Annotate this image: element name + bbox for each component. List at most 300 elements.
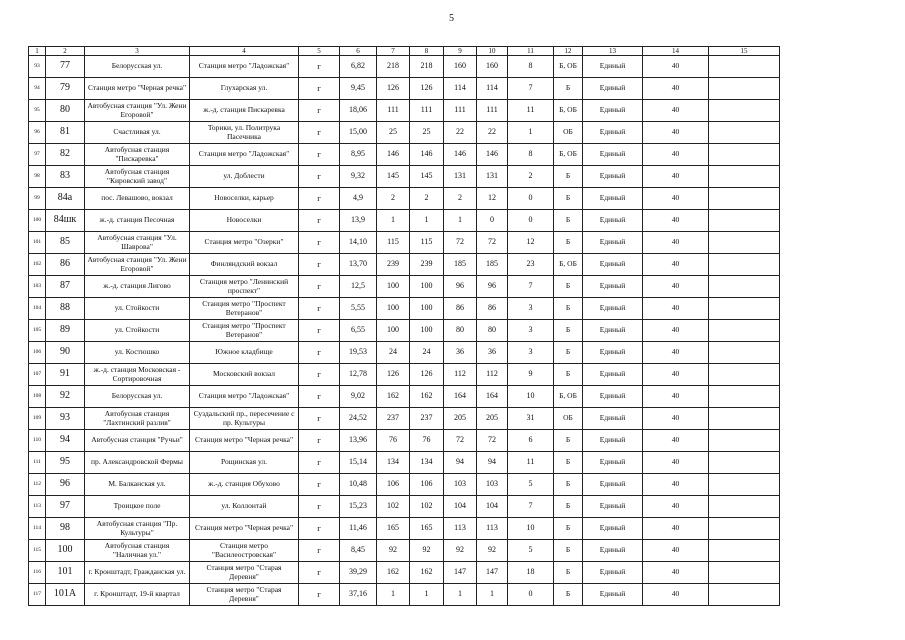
speed-limit-cell: 40 — [643, 496, 709, 518]
vehicle-class-cell: Б — [554, 166, 583, 188]
end-point-cell: ул. Доблести — [190, 166, 299, 188]
vehicle-class-cell: Б — [554, 78, 583, 100]
speed-limit-cell: 40 — [643, 232, 709, 254]
vehicle-class-cell: ОБ — [554, 408, 583, 430]
table-row — [29, 78, 780, 100]
table-row — [29, 342, 780, 364]
route-type-cell: г — [299, 386, 340, 408]
row-index-cell: 115 — [29, 540, 46, 562]
route-length-cell: 9,45 — [340, 78, 377, 100]
notes-cell — [709, 298, 780, 320]
notes-cell — [709, 364, 780, 386]
vehicle-class-cell: Б — [554, 320, 583, 342]
count-e-cell: 23 — [508, 254, 554, 276]
row-index-cell: 106 — [29, 342, 46, 364]
tariff-cell: Единый — [583, 122, 643, 144]
notes-cell — [709, 100, 780, 122]
count-b-cell: 25 — [410, 122, 444, 144]
count-d-cell: 96 — [477, 276, 508, 298]
row-index-cell: 114 — [29, 518, 46, 540]
route-length-cell: 14,10 — [340, 232, 377, 254]
count-a-cell: 145 — [377, 166, 410, 188]
tariff-cell: Единый — [583, 562, 643, 584]
notes-cell — [709, 430, 780, 452]
speed-limit-cell: 40 — [643, 386, 709, 408]
header-cell: 7 — [377, 47, 410, 56]
tariff-cell: Единый — [583, 386, 643, 408]
notes-cell — [709, 78, 780, 100]
end-point-cell: Станция метро "Проспект Ветеранов" — [190, 298, 299, 320]
count-a-cell: 25 — [377, 122, 410, 144]
row-index-cell: 108 — [29, 386, 46, 408]
tariff-cell: Единый — [583, 188, 643, 210]
count-e-cell: 1 — [508, 122, 554, 144]
end-point-cell: Новоселки — [190, 210, 299, 232]
count-b-cell: 100 — [410, 276, 444, 298]
count-a-cell: 100 — [377, 276, 410, 298]
start-point-cell: ул. Стойкости — [85, 320, 190, 342]
row-index-cell: 113 — [29, 496, 46, 518]
count-a-cell: 162 — [377, 386, 410, 408]
header-cell: 1 — [29, 47, 46, 56]
vehicle-class-cell: Б — [554, 298, 583, 320]
count-a-cell: 237 — [377, 408, 410, 430]
vehicle-class-cell: ОБ — [554, 122, 583, 144]
speed-limit-cell: 40 — [643, 562, 709, 584]
route-length-cell: 8,45 — [340, 540, 377, 562]
vehicle-class-cell: Б — [554, 496, 583, 518]
count-d-cell: 80 — [477, 320, 508, 342]
vehicle-class-cell: Б — [554, 430, 583, 452]
start-point-cell: Белорусская ул. — [85, 386, 190, 408]
count-b-cell: 1 — [410, 210, 444, 232]
count-c-cell: 1 — [444, 210, 477, 232]
count-e-cell: 18 — [508, 562, 554, 584]
vehicle-class-cell: Б — [554, 364, 583, 386]
table-body — [29, 47, 780, 606]
route-length-cell: 4,9 — [340, 188, 377, 210]
end-point-cell: Глухарская ул. — [190, 78, 299, 100]
tariff-cell: Единый — [583, 408, 643, 430]
count-b-cell: 237 — [410, 408, 444, 430]
count-c-cell: 185 — [444, 254, 477, 276]
route-type-cell: г — [299, 276, 340, 298]
count-e-cell: 0 — [508, 188, 554, 210]
count-c-cell: 2 — [444, 188, 477, 210]
route-type-cell: г — [299, 100, 340, 122]
header-cell: 6 — [340, 47, 377, 56]
count-c-cell: 205 — [444, 408, 477, 430]
count-a-cell: 100 — [377, 298, 410, 320]
end-point-cell: ж.-д. станция Пискаревка — [190, 100, 299, 122]
route-number-cell: 87 — [46, 276, 85, 298]
count-e-cell: 0 — [508, 210, 554, 232]
vehicle-class-cell: Б — [554, 232, 583, 254]
route-length-cell: 12,5 — [340, 276, 377, 298]
route-type-cell: г — [299, 474, 340, 496]
count-c-cell: 103 — [444, 474, 477, 496]
end-point-cell: Новоселки, карьер — [190, 188, 299, 210]
route-length-cell: 24,52 — [340, 408, 377, 430]
count-b-cell: 2 — [410, 188, 444, 210]
table-row — [29, 386, 780, 408]
speed-limit-cell: 40 — [643, 276, 709, 298]
end-point-cell: Станция метро "Озерки" — [190, 232, 299, 254]
count-c-cell: 146 — [444, 144, 477, 166]
tariff-cell: Единый — [583, 342, 643, 364]
table-row — [29, 166, 780, 188]
end-point-cell: Московский вокзал — [190, 364, 299, 386]
count-a-cell: 76 — [377, 430, 410, 452]
count-a-cell: 24 — [377, 342, 410, 364]
count-b-cell: 134 — [410, 452, 444, 474]
count-c-cell: 94 — [444, 452, 477, 474]
count-e-cell: 11 — [508, 100, 554, 122]
count-e-cell: 8 — [508, 144, 554, 166]
route-type-cell: г — [299, 408, 340, 430]
table-row — [29, 320, 780, 342]
count-b-cell: 146 — [410, 144, 444, 166]
route-type-cell: г — [299, 342, 340, 364]
route-type-cell: г — [299, 540, 340, 562]
table-row — [29, 276, 780, 298]
table-row — [29, 364, 780, 386]
speed-limit-cell: 40 — [643, 584, 709, 606]
vehicle-class-cell: Б — [554, 584, 583, 606]
vehicle-class-cell: Б, ОБ — [554, 100, 583, 122]
tariff-cell: Единый — [583, 430, 643, 452]
route-length-cell: 13,70 — [340, 254, 377, 276]
table-row — [29, 144, 780, 166]
end-point-cell: Суздальский пр., пересечение с пр. Культуры — [190, 408, 299, 430]
tariff-cell: Единый — [583, 232, 643, 254]
row-index-cell: 101 — [29, 232, 46, 254]
route-type-cell: г — [299, 144, 340, 166]
count-e-cell: 3 — [508, 342, 554, 364]
end-point-cell: ж.-д. станция Обухово — [190, 474, 299, 496]
route-number-cell: 97 — [46, 496, 85, 518]
row-index-cell: 98 — [29, 166, 46, 188]
header-cell: 11 — [508, 47, 554, 56]
route-number-cell: 84а — [46, 188, 85, 210]
header-cell: 9 — [444, 47, 477, 56]
start-point-cell: ж.-д. станция Лигово — [85, 276, 190, 298]
route-number-cell: 93 — [46, 408, 85, 430]
count-b-cell: 165 — [410, 518, 444, 540]
count-b-cell: 76 — [410, 430, 444, 452]
route-length-cell: 9,02 — [340, 386, 377, 408]
route-number-cell: 86 — [46, 254, 85, 276]
header-cell: 12 — [554, 47, 583, 56]
route-number-cell: 91 — [46, 364, 85, 386]
table-row — [29, 540, 780, 562]
route-number-cell: 101 — [46, 562, 85, 584]
speed-limit-cell: 40 — [643, 78, 709, 100]
row-index-cell: 105 — [29, 320, 46, 342]
end-point-cell: Станция метро "Старая Деревня" — [190, 562, 299, 584]
table-row — [29, 430, 780, 452]
start-point-cell: Троицкое поле — [85, 496, 190, 518]
end-point-cell: Торики, ул. Политрука Пасечника — [190, 122, 299, 144]
start-point-cell: Автобусная станция "Ул. Жени Егоровой" — [85, 254, 190, 276]
count-d-cell: 185 — [477, 254, 508, 276]
count-a-cell: 218 — [377, 56, 410, 78]
count-c-cell: 72 — [444, 232, 477, 254]
start-point-cell: Автобусная станция "Пр. Культуры" — [85, 518, 190, 540]
notes-cell — [709, 452, 780, 474]
end-point-cell: Станция метро "Ладожская" — [190, 144, 299, 166]
start-point-cell: Автобусная станция "Ул. Шаврова" — [85, 232, 190, 254]
vehicle-class-cell: Б — [554, 518, 583, 540]
start-point-cell: пр. Александровской Фермы — [85, 452, 190, 474]
count-b-cell: 24 — [410, 342, 444, 364]
row-index-cell: 96 — [29, 122, 46, 144]
speed-limit-cell: 40 — [643, 166, 709, 188]
count-b-cell: 162 — [410, 386, 444, 408]
row-index-cell: 97 — [29, 144, 46, 166]
row-index-cell: 94 — [29, 78, 46, 100]
end-point-cell: Станция метро "Старая Деревня" — [190, 584, 299, 606]
speed-limit-cell: 40 — [643, 188, 709, 210]
column-number-header — [29, 47, 780, 56]
speed-limit-cell: 40 — [643, 56, 709, 78]
vehicle-class-cell: Б — [554, 188, 583, 210]
vehicle-class-cell: Б — [554, 210, 583, 232]
tariff-cell: Единый — [583, 144, 643, 166]
route-number-cell: 84шк — [46, 210, 85, 232]
route-length-cell: 15,00 — [340, 122, 377, 144]
route-number-cell: 81 — [46, 122, 85, 144]
route-number-cell: 95 — [46, 452, 85, 474]
count-b-cell: 100 — [410, 320, 444, 342]
vehicle-class-cell: Б — [554, 276, 583, 298]
count-a-cell: 102 — [377, 496, 410, 518]
count-b-cell: 162 — [410, 562, 444, 584]
row-index-cell: 116 — [29, 562, 46, 584]
count-c-cell: 164 — [444, 386, 477, 408]
count-b-cell: 111 — [410, 100, 444, 122]
count-d-cell: 104 — [477, 496, 508, 518]
table-row — [29, 474, 780, 496]
count-e-cell: 7 — [508, 78, 554, 100]
count-b-cell: 92 — [410, 540, 444, 562]
route-type-cell: г — [299, 320, 340, 342]
route-type-cell: г — [299, 78, 340, 100]
route-length-cell: 12,78 — [340, 364, 377, 386]
count-d-cell: 36 — [477, 342, 508, 364]
count-e-cell: 12 — [508, 232, 554, 254]
count-b-cell: 126 — [410, 364, 444, 386]
route-type-cell: г — [299, 452, 340, 474]
speed-limit-cell: 40 — [643, 298, 709, 320]
route-length-cell: 37,16 — [340, 584, 377, 606]
vehicle-class-cell: Б, ОБ — [554, 386, 583, 408]
route-type-cell: г — [299, 232, 340, 254]
start-point-cell: пос. Левашово, вокзал — [85, 188, 190, 210]
table-row — [29, 210, 780, 232]
count-a-cell: 92 — [377, 540, 410, 562]
start-point-cell: Автобусная станция "Ручьи" — [85, 430, 190, 452]
count-d-cell: 72 — [477, 232, 508, 254]
count-a-cell: 106 — [377, 474, 410, 496]
count-c-cell: 96 — [444, 276, 477, 298]
count-c-cell: 113 — [444, 518, 477, 540]
count-b-cell: 1 — [410, 584, 444, 606]
count-e-cell: 10 — [508, 386, 554, 408]
count-e-cell: 31 — [508, 408, 554, 430]
header-cell: 5 — [299, 47, 340, 56]
count-a-cell: 134 — [377, 452, 410, 474]
count-d-cell: 22 — [477, 122, 508, 144]
count-c-cell: 111 — [444, 100, 477, 122]
vehicle-class-cell: Б, ОБ — [554, 144, 583, 166]
table-row — [29, 408, 780, 430]
route-length-cell: 13,96 — [340, 430, 377, 452]
count-b-cell: 145 — [410, 166, 444, 188]
start-point-cell: Автобусная станция "Лахтинский разлив" — [85, 408, 190, 430]
end-point-cell: Станция метро "Ленинский проспект" — [190, 276, 299, 298]
header-cell: 10 — [477, 47, 508, 56]
speed-limit-cell: 40 — [643, 474, 709, 496]
end-point-cell: Южное кладбище — [190, 342, 299, 364]
end-point-cell: Рощинская ул. — [190, 452, 299, 474]
route-type-cell: г — [299, 562, 340, 584]
tariff-cell: Единый — [583, 320, 643, 342]
route-number-cell: 85 — [46, 232, 85, 254]
end-point-cell: Станция метро "Ладожская" — [190, 386, 299, 408]
start-point-cell: Автобусная станция "Пискаревка" — [85, 144, 190, 166]
count-a-cell: 1 — [377, 584, 410, 606]
row-index-cell: 107 — [29, 364, 46, 386]
route-number-cell: 90 — [46, 342, 85, 364]
notes-cell — [709, 540, 780, 562]
count-c-cell: 131 — [444, 166, 477, 188]
notes-cell — [709, 254, 780, 276]
end-point-cell: Станция метро "Ладожская" — [190, 56, 299, 78]
speed-limit-cell: 40 — [643, 100, 709, 122]
speed-limit-cell: 40 — [643, 342, 709, 364]
page-number: 5 — [449, 13, 454, 24]
count-b-cell: 218 — [410, 56, 444, 78]
table-row — [29, 188, 780, 210]
count-e-cell: 8 — [508, 56, 554, 78]
route-number-cell: 83 — [46, 166, 85, 188]
row-index-cell: 109 — [29, 408, 46, 430]
route-length-cell: 8,95 — [340, 144, 377, 166]
notes-cell — [709, 518, 780, 540]
count-a-cell: 146 — [377, 144, 410, 166]
end-point-cell: Финляндский вокзал — [190, 254, 299, 276]
route-length-cell: 18,06 — [340, 100, 377, 122]
count-d-cell: 72 — [477, 430, 508, 452]
table-row — [29, 254, 780, 276]
end-point-cell: Станция метро "Проспект Ветеранов" — [190, 320, 299, 342]
count-d-cell: 111 — [477, 100, 508, 122]
start-point-cell: ул. Костюшко — [85, 342, 190, 364]
table-row — [29, 100, 780, 122]
count-c-cell: 92 — [444, 540, 477, 562]
start-point-cell: Автобусная станция "Кировский завод" — [85, 166, 190, 188]
count-e-cell: 3 — [508, 320, 554, 342]
count-d-cell: 94 — [477, 452, 508, 474]
speed-limit-cell: 40 — [643, 430, 709, 452]
count-d-cell: 160 — [477, 56, 508, 78]
notes-cell — [709, 584, 780, 606]
tariff-cell: Единый — [583, 540, 643, 562]
route-type-cell: г — [299, 56, 340, 78]
count-c-cell: 22 — [444, 122, 477, 144]
count-d-cell: 103 — [477, 474, 508, 496]
count-e-cell: 7 — [508, 496, 554, 518]
speed-limit-cell: 40 — [643, 210, 709, 232]
route-type-cell: г — [299, 122, 340, 144]
end-point-cell: Станция метро "Василеостровская" — [190, 540, 299, 562]
row-index-cell: 112 — [29, 474, 46, 496]
start-point-cell: Автобусная станция "Наличная ул." — [85, 540, 190, 562]
route-type-cell: г — [299, 430, 340, 452]
count-a-cell: 126 — [377, 364, 410, 386]
vehicle-class-cell: Б, ОБ — [554, 56, 583, 78]
tariff-cell: Единый — [583, 474, 643, 496]
count-d-cell: 114 — [477, 78, 508, 100]
count-d-cell: 0 — [477, 210, 508, 232]
route-length-cell: 10,48 — [340, 474, 377, 496]
count-a-cell: 239 — [377, 254, 410, 276]
count-a-cell: 1 — [377, 210, 410, 232]
table-row — [29, 232, 780, 254]
route-number-cell: 98 — [46, 518, 85, 540]
count-d-cell: 147 — [477, 562, 508, 584]
row-index-cell: 102 — [29, 254, 46, 276]
notes-cell — [709, 320, 780, 342]
count-b-cell: 102 — [410, 496, 444, 518]
route-number-cell: 89 — [46, 320, 85, 342]
notes-cell — [709, 56, 780, 78]
route-type-cell: г — [299, 518, 340, 540]
row-index-cell: 103 — [29, 276, 46, 298]
speed-limit-cell: 40 — [643, 408, 709, 430]
speed-limit-cell: 40 — [643, 540, 709, 562]
vehicle-class-cell: Б — [554, 342, 583, 364]
vehicle-class-cell: Б — [554, 540, 583, 562]
count-b-cell: 106 — [410, 474, 444, 496]
count-a-cell: 165 — [377, 518, 410, 540]
notes-cell — [709, 188, 780, 210]
start-point-cell: М. Балканская ул. — [85, 474, 190, 496]
route-type-cell: г — [299, 298, 340, 320]
count-c-cell: 160 — [444, 56, 477, 78]
count-e-cell: 9 — [508, 364, 554, 386]
table-row — [29, 298, 780, 320]
count-a-cell: 111 — [377, 100, 410, 122]
count-b-cell: 126 — [410, 78, 444, 100]
count-a-cell: 162 — [377, 562, 410, 584]
route-type-cell: г — [299, 364, 340, 386]
route-number-cell: 79 — [46, 78, 85, 100]
count-b-cell: 239 — [410, 254, 444, 276]
tariff-cell: Единый — [583, 56, 643, 78]
start-point-cell: ж.-д. станция Московская - Сортировочная — [85, 364, 190, 386]
count-d-cell: 164 — [477, 386, 508, 408]
tariff-cell: Единый — [583, 78, 643, 100]
count-d-cell: 131 — [477, 166, 508, 188]
count-b-cell: 100 — [410, 298, 444, 320]
count-e-cell: 7 — [508, 276, 554, 298]
count-c-cell: 104 — [444, 496, 477, 518]
count-c-cell: 86 — [444, 298, 477, 320]
tariff-cell: Единый — [583, 210, 643, 232]
count-c-cell: 80 — [444, 320, 477, 342]
